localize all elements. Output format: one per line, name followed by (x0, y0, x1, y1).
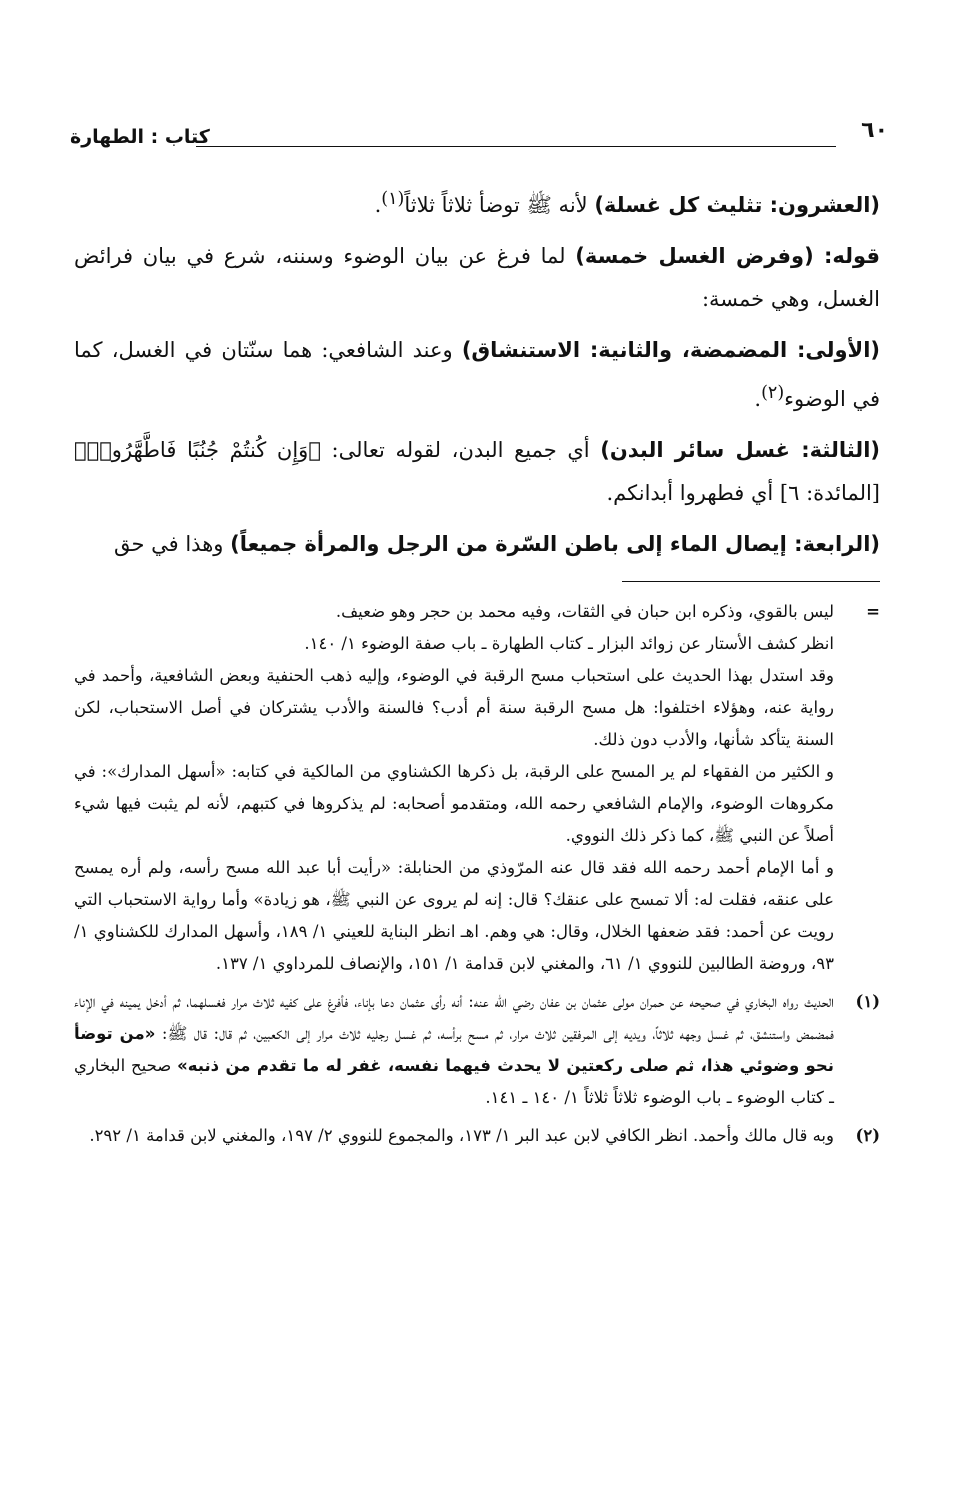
paragraph-end: . (374, 193, 382, 217)
footnote-1 (74, 986, 880, 1114)
paragraph-text: وعند الشافعي: هما سنّتان في الغسل، كما في الوضوء (74, 338, 880, 411)
paragraph-first-second (74, 329, 880, 421)
footnote-paragraph (74, 986, 834, 1114)
paragraph-end: . (754, 387, 762, 411)
paragraph-text: لما فرغ عن بيان الوضوء وسننه، شرع في بيان فرائض الغسل، وهي خمسة: (74, 244, 880, 311)
footnote-ref: (١) (381, 189, 405, 209)
footnote-paragraph: و الكثير من الفقهاء لم ير المسح على الرقبة، بل ذكرها الكشناوي من المالكية في كتابه: «أسهل المدارك»: في مكروهات الوضوء، والإمام الشافعي رحمه الله، ومتقدمو أصحابه: لم يذكروها في كتبهم، لأنه لم يثبت فيها شيء أصلاً عن النبي ﷺ، كما ذكر ذلك النووي. (74, 762, 834, 845)
footnote-ref: (٢) (761, 383, 785, 403)
footnote-text: الحديث رواه البخاري في صحيحه عن حمران مولى عثمان بن عفان رضي الله عنه: أنه رأى عثمان دعا بإناء، فأفرغ على كفيه ثلاث مرار فغسلهما، ثم أدخل يمينه في الإناء فمضمض واستنشق، ثم غسل وجهه ثلاثاً، ويديه إلى المرفقين ثلاث مرار، ثم مسح برأسه، ثم غسل رجليه ثلاث مرار إلى الكعبين، ثم قال: قال ﷺ: (74, 992, 834, 1043)
footnote-2 (74, 1120, 880, 1152)
footnote-paragraph: انظر كشف الأستار عن زوائد البزار ـ كتاب الطهارة ـ باب صفة الوضوء ١/ ١٤٠. (304, 634, 834, 653)
running-title: كتاب : الطهارة (70, 126, 210, 148)
footnote-mark: = (866, 602, 880, 621)
header-rule (196, 146, 836, 147)
footnote-mark: (١) (855, 992, 880, 1011)
footnote-continuation (74, 596, 880, 980)
page-header (70, 118, 888, 154)
footnote-mark: (٢) (855, 1126, 880, 1145)
paragraph-twentieth (74, 178, 880, 227)
paragraph-heading: (الثالثة: غسل سائر البدن) (600, 438, 880, 462)
footnote-text: صحيح البخاري ـ كتاب الوضوء ـ باب الوضوء ثلاثاً ثلاثاً ١/ ١٤٠ ـ ١٤١. (74, 1056, 834, 1107)
footnote-paragraph: وقد استدل بهذا الحديث على استحباب مسح الرقبة في الوضوء، وإليه ذهب الحنفية وبعض الشافعية، وأحمد في رواية عنه، وهؤلاء اختلفوا: هل مسح الرقبة سنة أم أدب؟ فالسنة والأدب يشتركان في أصل الاستحباب، لكن السنة يتأكد شأنها، والأدب دون ذلك. (74, 666, 834, 749)
paragraph-heading: (الرابعة: إيصال الماء إلى باطن السّرة من الرجل والمرأة جميعاً) (230, 532, 880, 556)
paragraph-heading: (الأولى: المضمضة، والثانية: الاستنشاق) (461, 338, 880, 362)
hadith-quote: «من توضأ نحو وضوئي هذا، ثم صلى ركعتين لا يحدث فيهما نفسه، غفر له ما تقدم من ذنبه» (74, 1024, 834, 1075)
paragraph-third (74, 429, 880, 515)
paragraph-fourth (74, 523, 880, 566)
paragraph-text: وهذا في حق (113, 532, 231, 556)
footnote-paragraph: و أما الإمام أحمد رحمه الله فقد قال عنه المرّوذي من الحنابلة: «رأيت أبا عبد الله مسح رأسه، ولم أره يمسح على عنقه، فقلت له: ألا تمسح على عنقك؟ قال: إنه لم يروى عن النبي ﷺ، هو زيادة» وأما رواية الاستحباب التي رويت عن أحمد: فقد ضعفها الخلال، وقال: هي وهم. اهـ انظر البناية للعيني ١/ ١٨٩، وأسهل المدارك للكشناوي ١/ ٩٣، وروضة الطالبين للنووي ١/ ٦١، والمغني لابن قدامة ١/ ١٥١، والإنصاف للمرداوي ١/ ١٣٧. (74, 858, 834, 973)
paragraph-heading: (العشرون: تثليث كل غسلة) (594, 193, 880, 217)
main-text (74, 178, 880, 574)
footnote-paragraph: وبه قال مالك وأحمد. انظر الكافي لابن عبد البر ١/ ١٧٣، والمجموع للنووي ٢/ ١٩٧، والمغني لابن قدامة ١/ ٢٩٢. (89, 1126, 834, 1145)
footnote-separator (622, 581, 880, 582)
paragraph-ghusl-obligations (74, 235, 880, 321)
footnote-paragraph: ليس بالقوي، وذكره ابن حبان في الثقات، وفيه محمد بن حجر وهو ضعيف. (335, 602, 834, 621)
page-number: ٦٠ (861, 118, 888, 143)
paragraph-heading: قوله: (وفرض الغسل خمسة) (575, 244, 880, 268)
paragraph-text: أي جميع البدن، لقوله تعالى: ﴿وَإِن كُنتُمْ جُنُبًا فَاطَّهَّرُوا۟﴾ [المائدة: ٦] أي فطهروا أبدانكم. (74, 438, 880, 505)
paragraph-text: لأنه ﷺ توضأ ثلاثاً ثلاثاً (404, 193, 595, 217)
footnotes (74, 596, 880, 1158)
